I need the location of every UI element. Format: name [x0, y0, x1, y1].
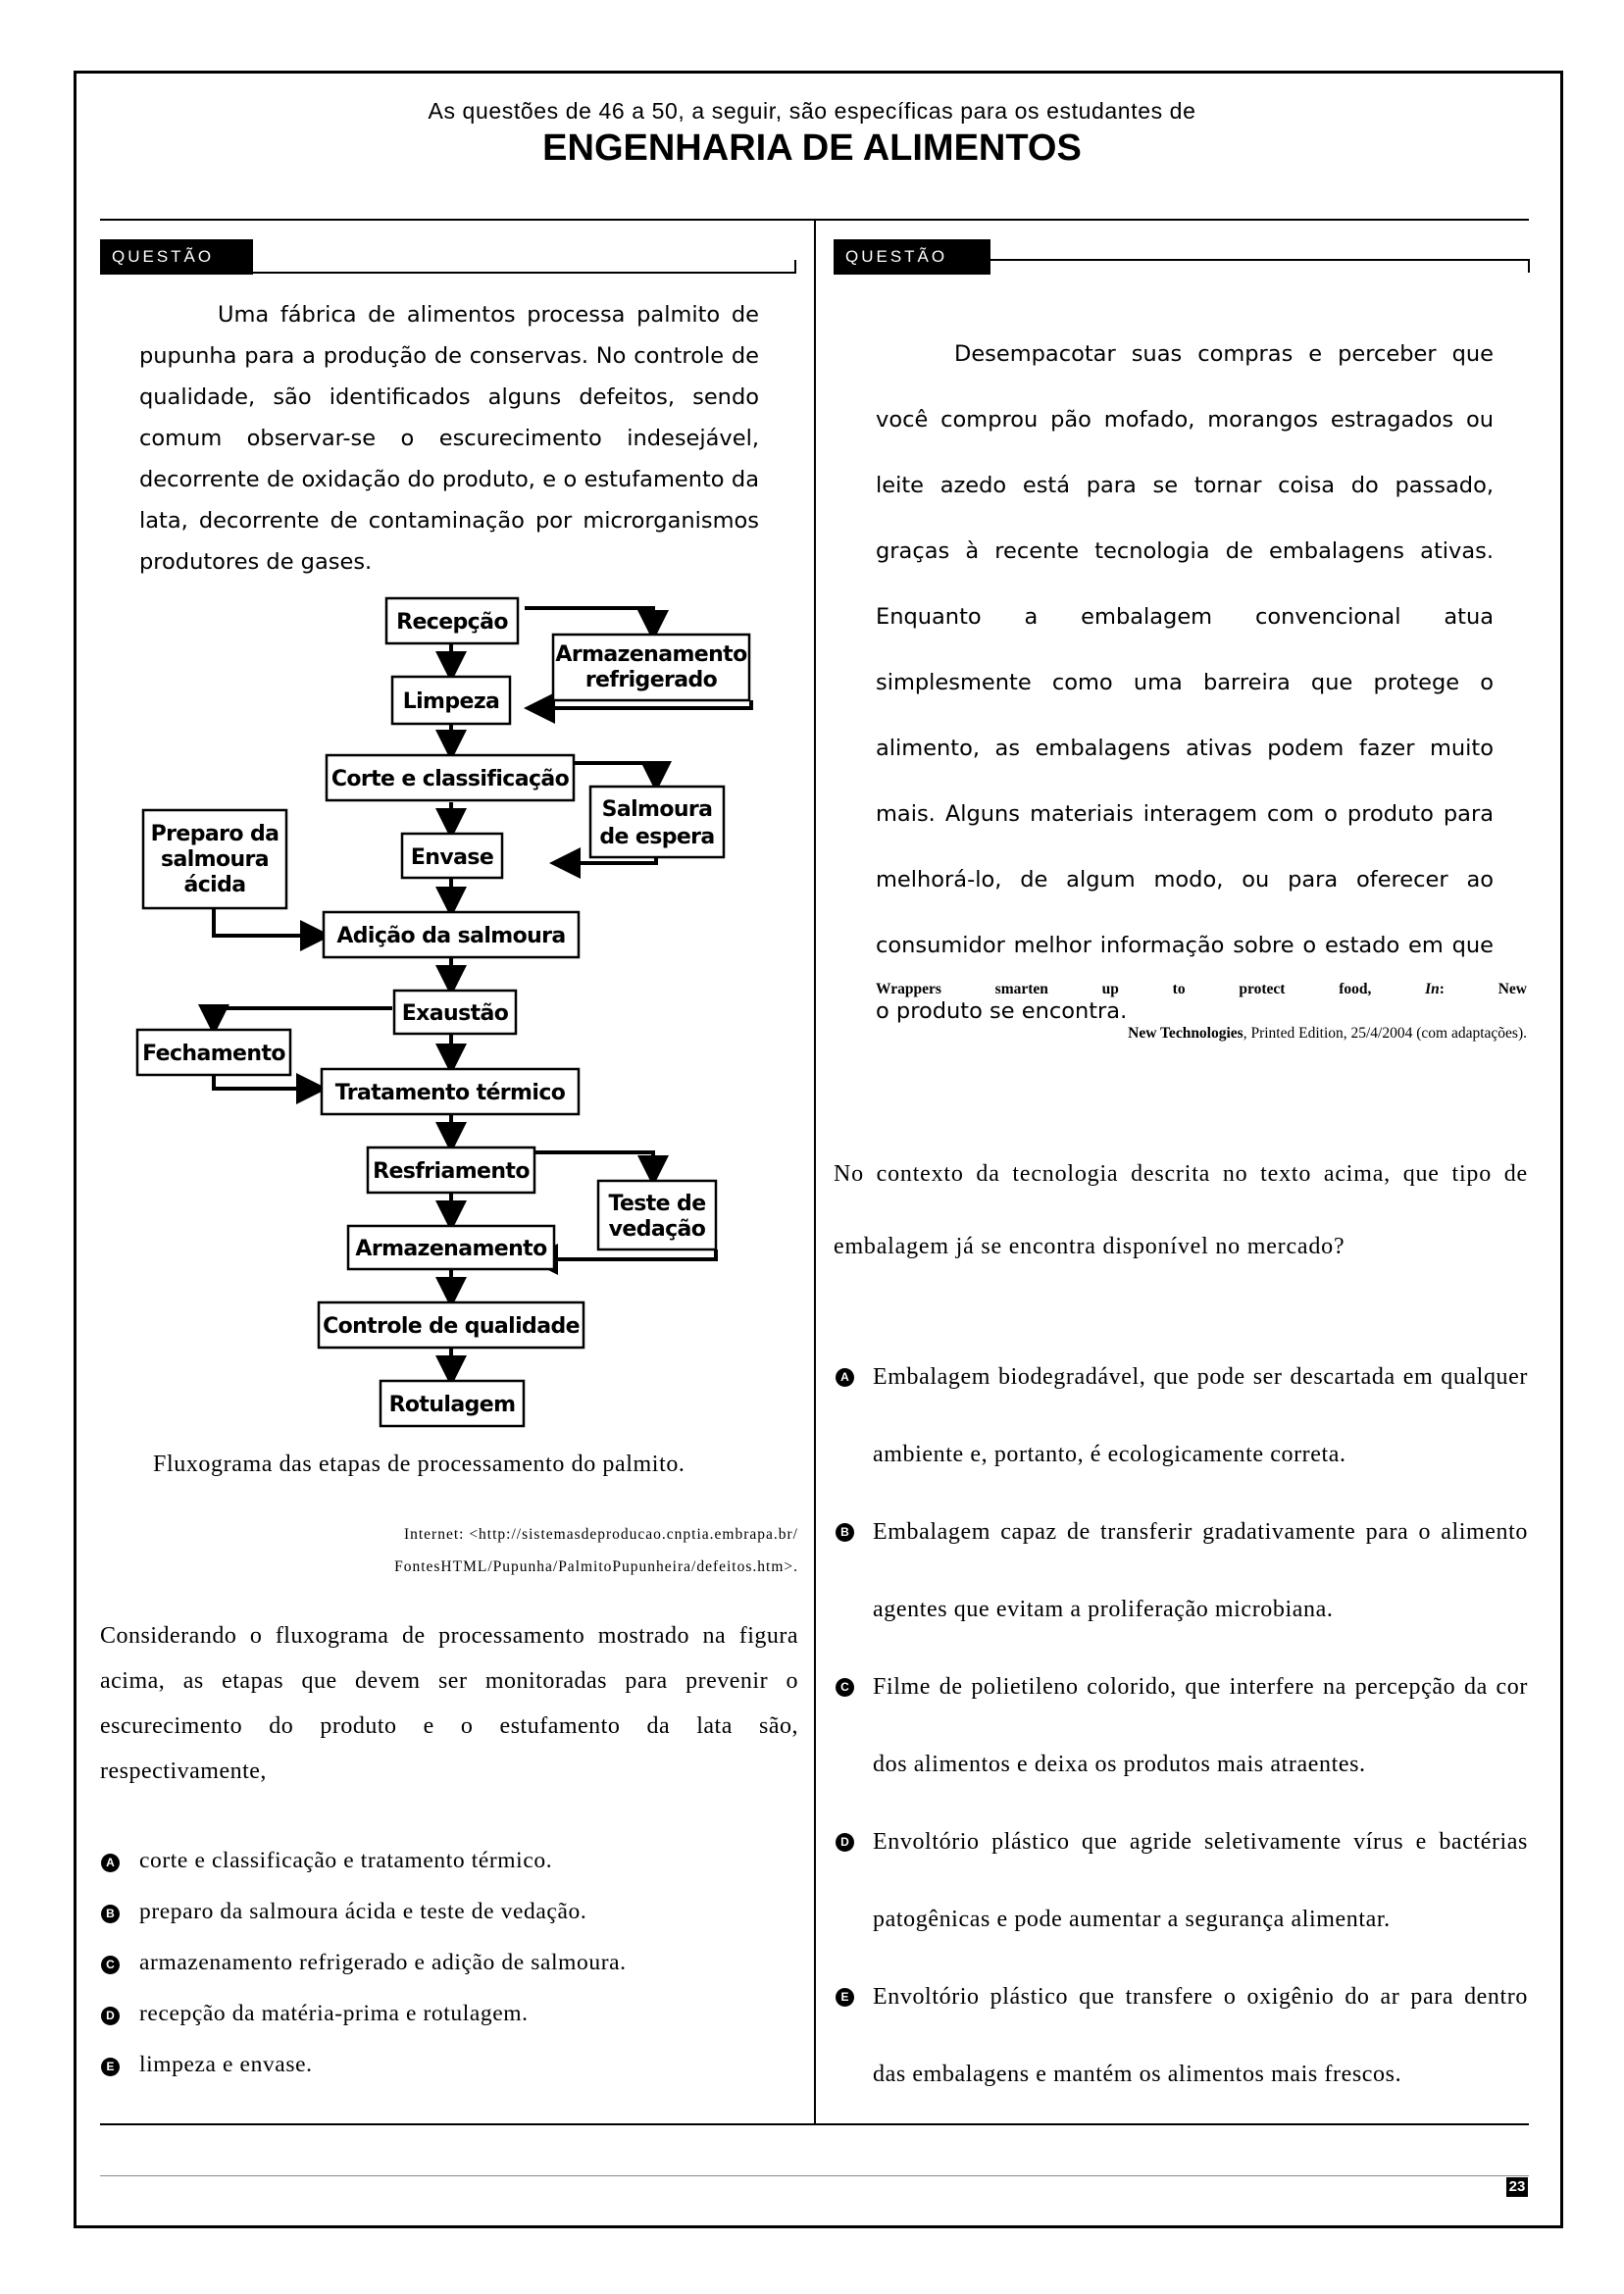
- flow-label-resfriamento: Resfriamento: [373, 1159, 530, 1184]
- flow-label-teste-1: Teste de: [608, 1192, 706, 1216]
- option-d-badge: D: [101, 2007, 120, 2025]
- question-46-label-rule: [253, 272, 796, 274]
- flow-label-exaustao: Exaustão: [401, 1001, 509, 1026]
- flow-label-fechamento: Fechamento: [142, 1042, 285, 1066]
- option-a-badge: A: [836, 1368, 854, 1387]
- flow-label-limpeza: Limpeza: [402, 689, 500, 714]
- source-publication: New Technologies: [1128, 1025, 1243, 1042]
- flow-label-preparo-3: ácida: [183, 873, 246, 897]
- page-number: 23: [1506, 2177, 1528, 2197]
- flow-label-rotulagem: Rotulagem: [388, 1393, 516, 1417]
- flow-label-tratamento: Tratamento térmico: [334, 1081, 566, 1105]
- q46-option-a[interactable]: corte e classificação e tratamento térmico.: [139, 1848, 553, 1873]
- question-47-text: Desempacotar suas compras e perceber que você comprou pão mofado, morangos estragados ou leite azedo está para se tornar coisa do passado, graças à recente tecnologia de embalagens ativas. Enquanto a embalagem convencional atua simplesmente como uma barreira que protege o alimento, as embalagens ativas podem fazer muito mais. Alguns materiais interagem com o produto para melhorá-lo, de algum modo, ou para oferecer ao consumidor melhor informação sobre o estado em que o produto se encontra.: [876, 341, 1494, 1024]
- question-47-stem: No contexto da tecnologia descrita no texto acima, que tipo de embalagem já se encontra disponível no mercado?: [834, 1161, 1528, 1259]
- q47-option-a[interactable]: Embalagem biodegradável, que pode ser descartada em qualquer ambiente e, portanto, é ecologicamente correta.: [873, 1364, 1528, 1467]
- question-46-stem: Considerando o fluxograma de processamento mostrado na figura acima, as etapas que devem ser monitoradas para prevenir o escurecimento do produto e o estufamento da lata são, respectivamente,: [100, 1623, 798, 1784]
- option-e-badge: E: [836, 1988, 854, 2007]
- flow-label-envase: Envase: [410, 845, 494, 870]
- option-e-badge: E: [101, 2058, 120, 2076]
- flow-label-corte: Corte e classificação: [330, 767, 570, 791]
- question-47-label-rule: [990, 259, 1530, 261]
- q46-option-b[interactable]: preparo da salmoura ácida e teste de vedação.: [139, 1899, 587, 1924]
- flowchart-caption: Fluxograma das etapas de processamento do palmito.: [153, 1452, 685, 1477]
- processing-flowchart: [127, 588, 765, 1442]
- flow-label-armazenamento: Armazenamento: [355, 1237, 547, 1261]
- question-47-source-line-2: [876, 1025, 1527, 1043]
- column-divider: [814, 219, 816, 2125]
- question-46-rule-end: [794, 260, 796, 274]
- footer-rule: [100, 2175, 1529, 2176]
- header-title: ENGENHARIA DE ALIMENTOS: [542, 127, 1082, 169]
- option-d-badge: D: [836, 1833, 854, 1852]
- question-47-rule-end: [1528, 259, 1530, 273]
- flow-label-preparo-2: salmoura: [160, 847, 270, 872]
- option-b-badge: B: [101, 1905, 120, 1923]
- flow-label-salmoura-1: Salmoura: [601, 797, 713, 822]
- source-title: Wrappers smarten up to protect food: [876, 981, 1368, 997]
- flow-label-armazenamento-refrigerado-1: Armazenamento: [555, 642, 747, 667]
- question-46-text: Uma fábrica de alimentos processa palmito de pupunha para a produção de conservas. No controle de qualidade, são identificados alguns defeitos, sendo comum observar-se o escurecimento indesejável, decorrente de oxidação do produto, e o estufamento da lata, decorrente de contaminação por microrganismos produtores de gases.: [139, 302, 759, 575]
- source-line-2: FontesHTML/Pupunha/PalmitoPupunheira/defeitos.htm>.: [394, 1558, 798, 1575]
- q46-option-d[interactable]: recepção da matéria-prima e rotulagem.: [139, 2001, 529, 2026]
- question-47-label: QUESTÃO 47: [834, 239, 990, 275]
- flow-label-controle: Controle de qualidade: [323, 1314, 580, 1339]
- flow-label-salmoura-2: de espera: [599, 825, 715, 849]
- flow-label-preparo-1: Preparo da: [150, 822, 279, 846]
- question-46-source: [333, 1518, 798, 1583]
- q47-option-b[interactable]: Embalagem capaz de transferir gradativamente para o alimento agentes que evitam a proliferação microbiana.: [873, 1519, 1528, 1622]
- q47-option-c[interactable]: Filme de polietileno colorido, que interfere na percepção da cor dos alimentos e deixa os produtos mais atraentes.: [873, 1674, 1528, 1777]
- flow-label-recepcao: Recepção: [396, 610, 508, 635]
- option-a-badge: A: [101, 1854, 120, 1872]
- header-subtitle: As questões de 46 a 50, a seguir, são específicas para os estudantes de: [428, 98, 1196, 124]
- option-c-badge: C: [836, 1678, 854, 1697]
- source-line-1: Internet: <http://sistemasdeproducao.cnptia.embrapa.br/: [403, 1526, 798, 1543]
- question-46-label: QUESTÃO 46: [100, 239, 253, 275]
- q46-option-e[interactable]: limpeza e envase.: [139, 2052, 313, 2077]
- source-in: In: [1425, 981, 1440, 997]
- flow-label-teste-2: vedação: [608, 1217, 706, 1242]
- option-b-badge: B: [836, 1523, 854, 1542]
- option-c-badge: C: [101, 1956, 120, 1974]
- q46-option-c[interactable]: armazenamento refrigerado e adição de salmoura.: [139, 1950, 627, 1975]
- question-47-source-line-1: Wrappers smarten up to protect food, In: New: [876, 981, 1527, 997]
- source-details: , Printed Edition, 25/4/2004 (com adaptações).: [1243, 1025, 1527, 1042]
- flow-label-adicao: Adição da salmoura: [336, 924, 566, 948]
- q47-option-d[interactable]: Envoltório plástico que agride seletivamente vírus e bactérias patogênicas e pode aumentar a segurança alimentar.: [873, 1829, 1528, 1932]
- bottom-rule: [100, 2123, 1529, 2125]
- q47-option-e[interactable]: Envoltório plástico que transfere o oxigênio do ar para dentro das embalagens e mantém os alimentos mais frescos.: [873, 1984, 1528, 2087]
- flow-label-armazenamento-refrigerado-2: refrigerado: [584, 668, 718, 692]
